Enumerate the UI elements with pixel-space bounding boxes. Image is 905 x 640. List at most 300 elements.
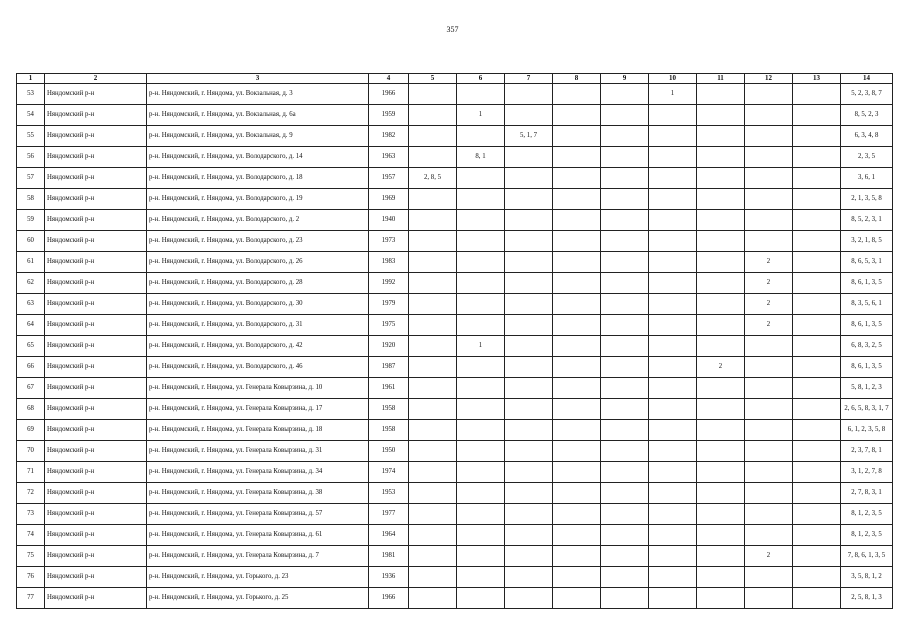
code-list-cell: 3, 6, 1: [841, 168, 893, 189]
row-number-cell: 71: [17, 462, 45, 483]
code-list-cell: 2, 3, 5: [841, 147, 893, 168]
value-cell: [745, 168, 793, 189]
column-header: 6: [457, 74, 505, 84]
value-cell: [793, 336, 841, 357]
address-cell: р-н. Няндомский, г. Няндома, ул. Горького, д. 23: [147, 567, 369, 588]
value-cell: 2: [745, 273, 793, 294]
row-number-cell: 61: [17, 252, 45, 273]
district-cell: Няндомский р-н: [45, 357, 147, 378]
table-row: [17, 420, 893, 441]
district-cell: Няндомский р-н: [45, 483, 147, 504]
value-cell: [409, 546, 457, 567]
value-cell: [409, 105, 457, 126]
address-cell: р-н. Няндомский, г. Няндома, ул. Генерала Ковырзина, д. 34: [147, 462, 369, 483]
code-list-cell: 8, 1, 2, 3, 5: [841, 504, 893, 525]
value-cell: [745, 588, 793, 609]
value-cell: [745, 483, 793, 504]
value-cell: [649, 357, 697, 378]
value-cell: 2: [745, 546, 793, 567]
value-cell: [649, 147, 697, 168]
code-list-cell: 8, 6, 5, 3, 1: [841, 252, 893, 273]
address-cell: р-н. Няндомский, г. Няндома, ул. Генерала Ковырзина, д. 18: [147, 420, 369, 441]
year-cell: 1936: [369, 567, 409, 588]
address-cell: р-н. Няндомский, г. Няндома, ул. Горького, д. 25: [147, 588, 369, 609]
value-cell: [601, 147, 649, 168]
value-cell: [697, 147, 745, 168]
column-header: 2: [45, 74, 147, 84]
value-cell: [553, 378, 601, 399]
code-list-cell: 8, 5, 2, 3: [841, 105, 893, 126]
value-cell: [553, 126, 601, 147]
value-cell: [745, 378, 793, 399]
column-header: 12: [745, 74, 793, 84]
registry-table: [16, 73, 893, 609]
page-number: 357: [446, 25, 459, 34]
value-cell: [745, 357, 793, 378]
year-cell: 1920: [369, 336, 409, 357]
year-cell: 1979: [369, 294, 409, 315]
column-header: 8: [553, 74, 601, 84]
address-cell: р-н. Няндомский, г. Няндома, ул. Володарского, д. 31: [147, 315, 369, 336]
address-cell: р-н. Няндомский, г. Няндома, ул. Володарского, д. 14: [147, 147, 369, 168]
value-cell: [745, 210, 793, 231]
value-cell: [457, 420, 505, 441]
address-cell: р-н. Няндомский, г. Няндома, ул. Володарского, д. 30: [147, 294, 369, 315]
value-cell: [409, 147, 457, 168]
value-cell: [601, 378, 649, 399]
value-cell: [697, 399, 745, 420]
value-cell: [553, 441, 601, 462]
value-cell: [601, 588, 649, 609]
row-number-cell: 59: [17, 210, 45, 231]
value-cell: [601, 546, 649, 567]
year-cell: 1966: [369, 588, 409, 609]
code-list-cell: 3, 2, 1, 8, 5: [841, 231, 893, 252]
value-cell: [601, 210, 649, 231]
district-cell: Няндомский р-н: [45, 420, 147, 441]
table-header-row: [17, 74, 893, 84]
value-cell: [553, 315, 601, 336]
value-cell: [697, 189, 745, 210]
value-cell: [793, 147, 841, 168]
value-cell: [505, 441, 553, 462]
code-list-cell: 8, 1, 2, 3, 5: [841, 525, 893, 546]
value-cell: [601, 441, 649, 462]
value-cell: [601, 357, 649, 378]
value-cell: [793, 546, 841, 567]
year-cell: 1982: [369, 126, 409, 147]
value-cell: [745, 105, 793, 126]
value-cell: [745, 231, 793, 252]
value-cell: [649, 315, 697, 336]
value-cell: [409, 336, 457, 357]
value-cell: [649, 294, 697, 315]
code-list-cell: 6, 3, 4, 8: [841, 126, 893, 147]
value-cell: [505, 504, 553, 525]
value-cell: 2: [745, 252, 793, 273]
code-list-cell: 3, 5, 8, 1, 2: [841, 567, 893, 588]
address-cell: р-н. Няндомский, г. Няндома, ул. Володарского, д. 18: [147, 168, 369, 189]
address-cell: р-н. Няндомский, г. Няндома, ул. Володарского, д. 23: [147, 231, 369, 252]
value-cell: [553, 210, 601, 231]
code-list-cell: 8, 6, 1, 3, 5: [841, 273, 893, 294]
value-cell: [409, 126, 457, 147]
address-cell: р-н. Няндомский, г. Няндома, ул. Володарского, д. 2: [147, 210, 369, 231]
value-cell: [697, 336, 745, 357]
value-cell: [697, 168, 745, 189]
value-cell: [697, 126, 745, 147]
table-row: [17, 441, 893, 462]
year-cell: 1957: [369, 168, 409, 189]
code-list-cell: 2, 3, 7, 8, 1: [841, 441, 893, 462]
value-cell: [505, 273, 553, 294]
value-cell: [505, 105, 553, 126]
value-cell: [649, 231, 697, 252]
district-cell: Няндомский р-н: [45, 588, 147, 609]
value-cell: [793, 567, 841, 588]
value-cell: [745, 567, 793, 588]
address-cell: р-н. Няндомский, г. Няндома, ул. Володарского, д. 46: [147, 357, 369, 378]
value-cell: [409, 567, 457, 588]
value-cell: [409, 273, 457, 294]
value-cell: [697, 588, 745, 609]
address-cell: р-н. Няндомский, г. Няндома, ул. Володарского, д. 42: [147, 336, 369, 357]
value-cell: [505, 189, 553, 210]
value-cell: [553, 420, 601, 441]
code-list-cell: 2, 6, 5, 8, 3, 1, 7: [841, 399, 893, 420]
table-row: [17, 378, 893, 399]
value-cell: [553, 462, 601, 483]
year-cell: 1992: [369, 273, 409, 294]
value-cell: [697, 420, 745, 441]
code-list-cell: 2, 5, 8, 1, 3: [841, 588, 893, 609]
value-cell: [409, 504, 457, 525]
row-number-cell: 66: [17, 357, 45, 378]
address-cell: р-н. Няндомский, г. Няндома, ул. Генерала Ковырзина, д. 7: [147, 546, 369, 567]
value-cell: [457, 588, 505, 609]
value-cell: [793, 399, 841, 420]
row-number-cell: 73: [17, 504, 45, 525]
value-cell: [409, 84, 457, 105]
row-number-cell: 77: [17, 588, 45, 609]
address-cell: р-н. Няндомский, г. Няндома, ул. Генерала Ковырзина, д. 31: [147, 441, 369, 462]
value-cell: [457, 126, 505, 147]
value-cell: [505, 588, 553, 609]
table-row: [17, 315, 893, 336]
district-cell: Няндомский р-н: [45, 147, 147, 168]
value-cell: [409, 462, 457, 483]
value-cell: [457, 399, 505, 420]
table-body: [17, 84, 893, 609]
table-row: [17, 525, 893, 546]
value-cell: 5, 1, 7: [505, 126, 553, 147]
value-cell: [601, 420, 649, 441]
address-cell: р-н. Няндомский, г. Няндома, ул. Генерала Ковырзина, д. 10: [147, 378, 369, 399]
row-number-cell: 53: [17, 84, 45, 105]
value-cell: [553, 546, 601, 567]
row-number-cell: 58: [17, 189, 45, 210]
value-cell: [505, 168, 553, 189]
district-cell: Няндомский р-н: [45, 504, 147, 525]
value-cell: [409, 294, 457, 315]
value-cell: [649, 525, 697, 546]
value-cell: [697, 504, 745, 525]
row-number-cell: 64: [17, 315, 45, 336]
value-cell: [745, 525, 793, 546]
table-row: [17, 483, 893, 504]
value-cell: [793, 462, 841, 483]
value-cell: [601, 231, 649, 252]
value-cell: [409, 231, 457, 252]
value-cell: [649, 168, 697, 189]
value-cell: [793, 210, 841, 231]
column-header: 13: [793, 74, 841, 84]
value-cell: [601, 252, 649, 273]
value-cell: [553, 168, 601, 189]
row-number-cell: 67: [17, 378, 45, 399]
value-cell: [793, 105, 841, 126]
value-cell: [793, 231, 841, 252]
value-cell: [649, 378, 697, 399]
table-row: [17, 252, 893, 273]
value-cell: [793, 189, 841, 210]
year-cell: 1987: [369, 357, 409, 378]
value-cell: [745, 504, 793, 525]
year-cell: 1963: [369, 147, 409, 168]
table-row: [17, 231, 893, 252]
value-cell: [409, 315, 457, 336]
value-cell: [553, 294, 601, 315]
row-number-cell: 62: [17, 273, 45, 294]
value-cell: [745, 462, 793, 483]
address-cell: р-н. Няндомский, г. Няндома, ул. Генерала Ковырзина, д. 61: [147, 525, 369, 546]
district-cell: Няндомский р-н: [45, 84, 147, 105]
value-cell: [409, 483, 457, 504]
value-cell: [793, 483, 841, 504]
value-cell: [649, 504, 697, 525]
value-cell: 2: [745, 315, 793, 336]
row-number-cell: 70: [17, 441, 45, 462]
value-cell: [553, 336, 601, 357]
district-cell: Няндомский р-н: [45, 378, 147, 399]
value-cell: [793, 357, 841, 378]
value-cell: [505, 546, 553, 567]
value-cell: [505, 462, 553, 483]
value-cell: [697, 567, 745, 588]
value-cell: [745, 147, 793, 168]
value-cell: [553, 483, 601, 504]
row-number-cell: 54: [17, 105, 45, 126]
value-cell: [553, 399, 601, 420]
value-cell: [409, 252, 457, 273]
value-cell: [793, 273, 841, 294]
value-cell: [745, 399, 793, 420]
address-cell: р-н. Няндомский, г. Няндома, ул. Володарского, д. 19: [147, 189, 369, 210]
value-cell: [601, 525, 649, 546]
value-cell: [553, 189, 601, 210]
value-cell: [601, 504, 649, 525]
district-cell: Няндомский р-н: [45, 231, 147, 252]
year-cell: 1975: [369, 315, 409, 336]
address-cell: р-н. Няндомский, г. Няндома, ул. Вокзальная, д. 9: [147, 126, 369, 147]
value-cell: [505, 231, 553, 252]
value-cell: [457, 546, 505, 567]
value-cell: [793, 441, 841, 462]
code-list-cell: 7, 8, 6, 1, 3, 5: [841, 546, 893, 567]
code-list-cell: 6, 1, 2, 3, 5, 8: [841, 420, 893, 441]
district-cell: Няндомский р-н: [45, 462, 147, 483]
value-cell: [601, 336, 649, 357]
value-cell: [409, 525, 457, 546]
code-list-cell: 8, 6, 1, 3, 5: [841, 357, 893, 378]
column-header: 11: [697, 74, 745, 84]
value-cell: [505, 315, 553, 336]
value-cell: [409, 210, 457, 231]
value-cell: [457, 378, 505, 399]
value-cell: [697, 441, 745, 462]
value-cell: [457, 504, 505, 525]
address-cell: р-н. Няндомский, г. Няндома, ул. Вокзальная, д. 3: [147, 84, 369, 105]
value-cell: [793, 525, 841, 546]
district-cell: Няндомский р-н: [45, 546, 147, 567]
address-cell: р-н. Няндомский, г. Няндома, ул. Володарского, д. 26: [147, 252, 369, 273]
value-cell: [697, 252, 745, 273]
value-cell: [457, 84, 505, 105]
value-cell: 1: [457, 336, 505, 357]
value-cell: [505, 210, 553, 231]
district-cell: Няндомский р-н: [45, 252, 147, 273]
value-cell: [553, 525, 601, 546]
row-number-cell: 57: [17, 168, 45, 189]
column-header: 1: [17, 74, 45, 84]
value-cell: [793, 588, 841, 609]
value-cell: [553, 357, 601, 378]
value-cell: [745, 441, 793, 462]
value-cell: [553, 231, 601, 252]
value-cell: [601, 399, 649, 420]
table-row: [17, 147, 893, 168]
year-cell: 1973: [369, 231, 409, 252]
value-cell: [553, 504, 601, 525]
row-number-cell: 55: [17, 126, 45, 147]
table-row: [17, 504, 893, 525]
column-header: 5: [409, 74, 457, 84]
value-cell: [697, 273, 745, 294]
district-cell: Няндомский р-н: [45, 399, 147, 420]
value-cell: 8, 1: [457, 147, 505, 168]
value-cell: 1: [649, 84, 697, 105]
value-cell: [457, 567, 505, 588]
table-row: [17, 210, 893, 231]
value-cell: [457, 168, 505, 189]
row-number-cell: 68: [17, 399, 45, 420]
table-row: [17, 462, 893, 483]
value-cell: [697, 231, 745, 252]
table-row: [17, 189, 893, 210]
value-cell: [697, 84, 745, 105]
code-list-cell: 5, 2, 3, 8, 7: [841, 84, 893, 105]
value-cell: [505, 294, 553, 315]
value-cell: [553, 567, 601, 588]
column-header: 9: [601, 74, 649, 84]
value-cell: [505, 378, 553, 399]
value-cell: [697, 525, 745, 546]
value-cell: [601, 168, 649, 189]
district-cell: Няндомский р-н: [45, 525, 147, 546]
table-row: [17, 588, 893, 609]
address-cell: р-н. Няндомский, г. Няндома, ул. Володарского, д. 28: [147, 273, 369, 294]
value-cell: [409, 399, 457, 420]
table-row: [17, 294, 893, 315]
value-cell: [793, 378, 841, 399]
code-list-cell: 8, 6, 1, 3, 5: [841, 315, 893, 336]
value-cell: [457, 525, 505, 546]
value-cell: [745, 189, 793, 210]
address-cell: р-н. Няндомский, г. Няндома, ул. Генерала Ковырзина, д. 38: [147, 483, 369, 504]
value-cell: [601, 273, 649, 294]
year-cell: 1940: [369, 210, 409, 231]
value-cell: [793, 504, 841, 525]
value-cell: [793, 294, 841, 315]
year-cell: 1959: [369, 105, 409, 126]
value-cell: [793, 168, 841, 189]
year-cell: 1977: [369, 504, 409, 525]
district-cell: Няндомский р-н: [45, 273, 147, 294]
year-cell: 1950: [369, 441, 409, 462]
row-number-cell: 56: [17, 147, 45, 168]
value-cell: [457, 189, 505, 210]
year-cell: 1969: [369, 189, 409, 210]
value-cell: [649, 210, 697, 231]
row-number-cell: 60: [17, 231, 45, 252]
value-cell: [553, 147, 601, 168]
value-cell: [505, 147, 553, 168]
value-cell: [649, 126, 697, 147]
value-cell: [745, 126, 793, 147]
value-cell: 2, 8, 5: [409, 168, 457, 189]
value-cell: [793, 252, 841, 273]
value-cell: [649, 273, 697, 294]
value-cell: [601, 189, 649, 210]
value-cell: 2: [745, 294, 793, 315]
table-row: [17, 546, 893, 567]
value-cell: [649, 567, 697, 588]
value-cell: [409, 357, 457, 378]
value-cell: [601, 462, 649, 483]
district-cell: Няндомский р-н: [45, 336, 147, 357]
value-cell: [553, 252, 601, 273]
column-header: 10: [649, 74, 697, 84]
code-list-cell: 8, 5, 2, 3, 1: [841, 210, 893, 231]
column-header: 4: [369, 74, 409, 84]
value-cell: [697, 210, 745, 231]
value-cell: [697, 294, 745, 315]
table-row: [17, 168, 893, 189]
value-cell: [745, 84, 793, 105]
table-row: [17, 336, 893, 357]
value-cell: [409, 441, 457, 462]
value-cell: [553, 273, 601, 294]
address-cell: р-н. Няндомский, г. Няндома, ул. Вокзальная, д. 6а: [147, 105, 369, 126]
table-row: [17, 126, 893, 147]
table-row: [17, 567, 893, 588]
district-cell: Няндомский р-н: [45, 105, 147, 126]
table-row: [17, 357, 893, 378]
value-cell: [457, 441, 505, 462]
code-list-cell: 3, 1, 2, 7, 8: [841, 462, 893, 483]
value-cell: [409, 420, 457, 441]
value-cell: [649, 252, 697, 273]
